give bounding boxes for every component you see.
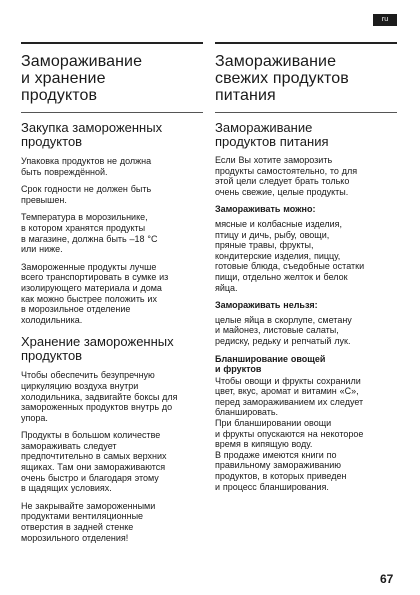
purchase-paragraph-4: Замороженные продукты лучше всего транспортировать в сумке из изолирующего материала и дома как можно быстрее положить их в морозильное отделение холодильника. <box>21 261 169 325</box>
right-column <box>215 42 397 492</box>
cannot-freeze-label: Замораживать нельзя: <box>215 300 318 311</box>
right-title: Замораживание свежих продуктов питания <box>215 53 349 104</box>
purchase-paragraph-2: Срок годности не должен быть превышен. <box>21 184 152 205</box>
cannot-freeze-text: целые яйца в скорлупе, сметану и майонез, листовые салаты, редиску, редьку и репчатый лук. <box>215 314 352 346</box>
left-title: Замораживание и хранение продуктов <box>21 53 143 104</box>
purchase-heading: Закупка замороженных продуктов <box>21 120 163 149</box>
language-badge: ru <box>373 14 397 26</box>
page-number: 67 <box>380 572 394 586</box>
title-rule <box>215 42 397 44</box>
storage-paragraph-3: Не закрывайте замороженными продуктами вентиляционные отверстия в задней стенке морозильного отделения! <box>21 500 156 543</box>
can-freeze-text: мясные и колбасные изделия, птицу и дичь, рыбу, овощи, пряные травы, фрукты, кондитерские изделия, пиццу, готовые блюда, съедобные остатки пищи, отдельно желток и белок яйца. <box>215 218 365 293</box>
purchase-paragraph-1: Упаковка продуктов не должна быть повреждённой. <box>21 156 152 177</box>
blanching-text: Чтобы овощи и фрукты сохранили цвет, вкус, аромат и витамин «С», перед замораживанием их следует бланшировать. При бланшировании овощи и фрукты опускаются на некоторое время в кипящую воду. В продаже имеются книги по правильному замораживанию продуктов, в которых приведен и процесс бланширования. <box>215 375 364 492</box>
can-freeze-label: Замораживать можно: <box>215 204 316 215</box>
storage-heading: Хранение замороженных продуктов <box>21 334 174 364</box>
section-divider <box>21 112 203 113</box>
freeze-heading: Замораживание продуктов питания <box>215 120 329 149</box>
purchase-paragraph-3: Температура в морозильнике, в котором хранятся продукты в магазине, должна быть –18 °C или ниже. <box>21 212 158 255</box>
storage-paragraph-2: Продукты в большом количестве замораживать следует предпочтительно в самых верхних ящиках. Там они замораживаются очень быстро и благодаря этому в щадящих условиях. <box>21 430 167 494</box>
freeze-intro: Если Вы хотите заморозить продукты самостоятельно, то для этой цели следует брать только очень свежие, целые продукты. <box>215 155 358 197</box>
blanching-label: Бланширование овощей и фруктов <box>215 353 326 375</box>
title-rule <box>21 42 203 44</box>
section-divider <box>215 112 397 113</box>
left-column <box>21 42 203 543</box>
storage-paragraph-1: Чтобы обеспечить безупречную циркуляцию воздуха внутри холодильника, задвигайте боксы для замороженных продуктов внутрь до упора. <box>21 370 178 423</box>
